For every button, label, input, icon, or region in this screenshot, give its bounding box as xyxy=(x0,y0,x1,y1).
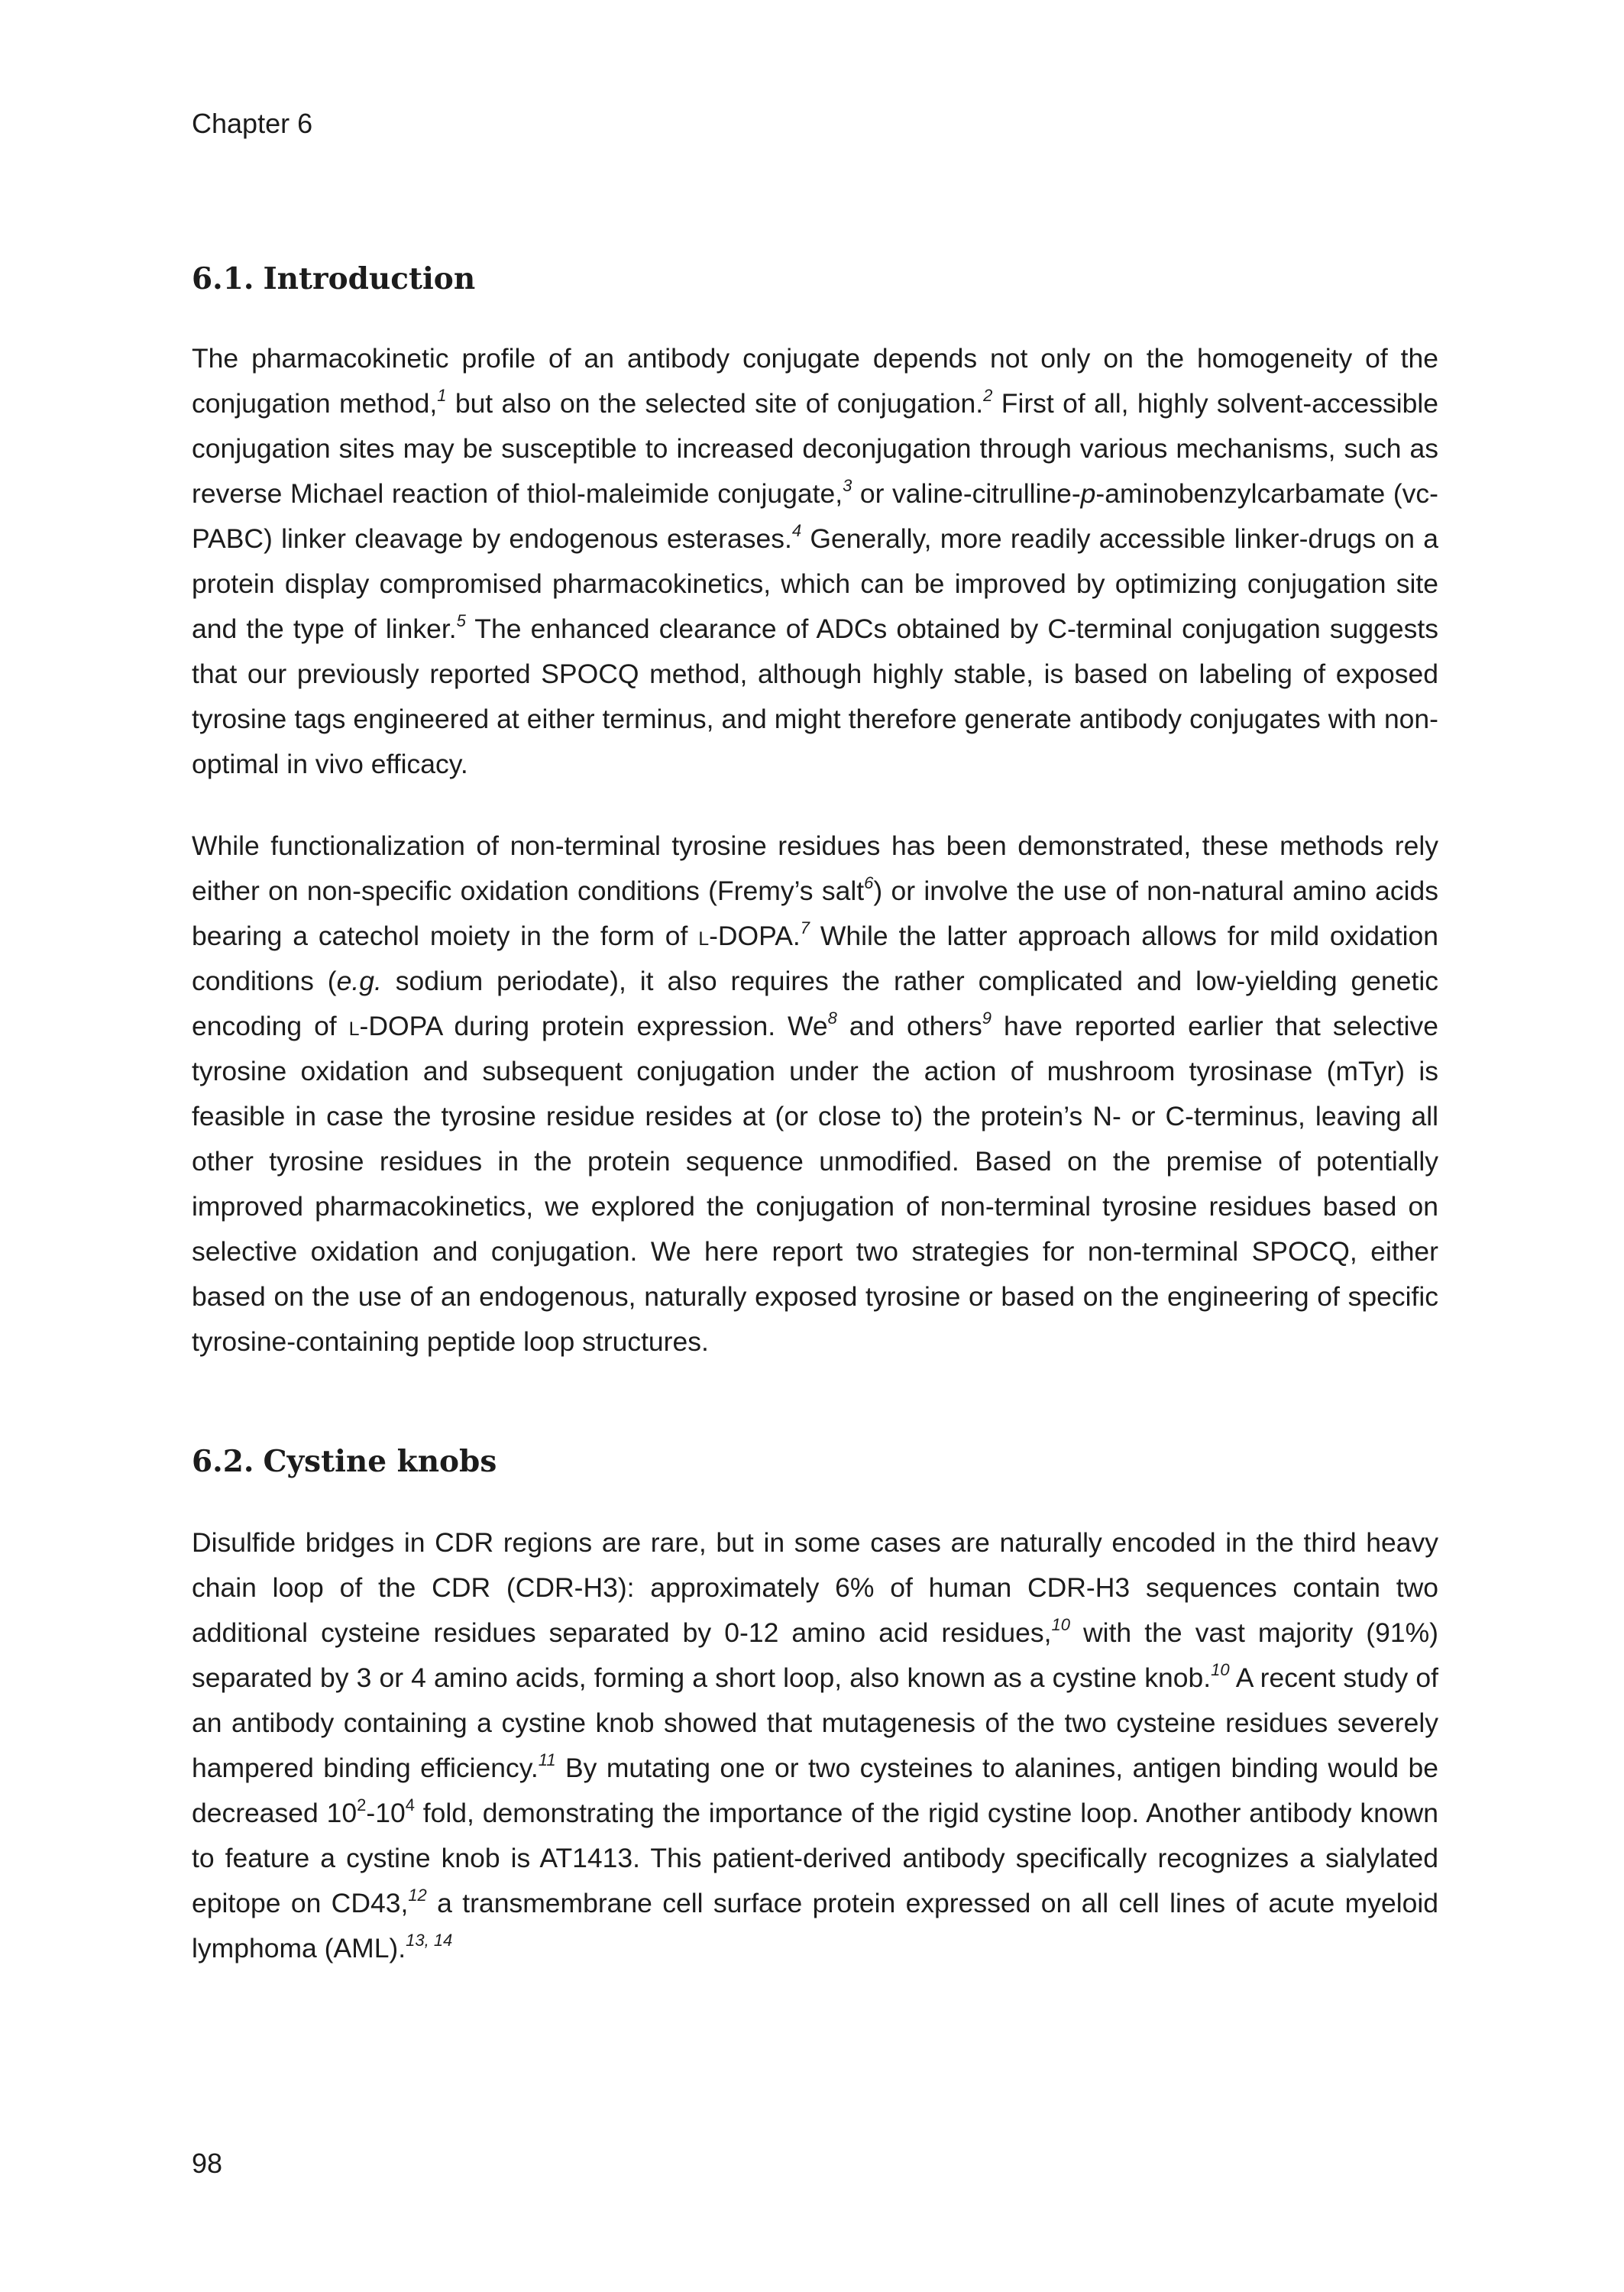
citation-ref: 10 xyxy=(1211,1660,1230,1680)
text-span: A recent study of an antibody containing a cystine knob showed that mutagenesis of the two cysteine residues severely hampered binding efficiency. xyxy=(192,1662,1438,1783)
citation-ref: 10 xyxy=(1051,1615,1070,1635)
text-span: The pharmacokinetic profile of an antibody conjugate depends not only on the homogeneity of the conjugation method, xyxy=(192,343,1438,419)
text-span: While functionalization of non-terminal tyrosine residues has been demonstrated, these methods rely either on non-specific oxidation conditions (Fremy’s salt xyxy=(192,830,1438,906)
citation-ref: 9 xyxy=(982,1008,992,1028)
citation-ref: 6 xyxy=(864,873,874,893)
introduction-paragraph-1 xyxy=(192,336,1438,787)
section-title: Cystine knobs xyxy=(263,1444,497,1479)
citation-ref: 7 xyxy=(800,918,810,938)
text-span: The enhanced clearance of ADCs obtained by C-terminal conjugation suggests that our previously reported SPOCQ method, although highly stable, is based on labeling of exposed tyrosine tags engineered at either terminus, and might therefore generate antibody conjugates with non-optimal in vivo efficacy. xyxy=(192,613,1438,779)
text-span: or valine-citrulline- xyxy=(852,478,1081,509)
section-number: 6.2. xyxy=(192,1444,254,1479)
cystine-knobs-paragraph xyxy=(192,1520,1438,1971)
citation-ref: 12 xyxy=(408,1886,427,1905)
text-span: ) or involve the use of non-natural amino acids bearing a catechol moiety in the form of xyxy=(192,876,1438,951)
text-span: By mutating one or two cysteines to alanines, antigen binding would be decreased 10 xyxy=(192,1753,1438,1828)
text-span: sodium periodate), it also requires the rather complicated and low-yielding genetic encoding of xyxy=(192,966,1438,1041)
citation-ref: 2 xyxy=(983,386,993,406)
exponent: 4 xyxy=(405,1795,415,1815)
text-span: -10 xyxy=(366,1798,406,1828)
italic-text: p xyxy=(1080,478,1096,509)
small-caps-text: l xyxy=(698,921,710,951)
citation-ref: 5 xyxy=(456,611,466,631)
italic-text: e.g. xyxy=(336,966,382,996)
citation-ref: 13, 14 xyxy=(406,1931,453,1950)
text-span: a transmembrane cell surface protein expressed on all cell lines of acute myeloid lymphoma (AML). xyxy=(192,1888,1438,1963)
text-span: have reported earlier that selective tyrosine oxidation and subsequent conjugation under the action of mushroom tyrosinase (mTyr) is feasible in case the tyrosine residue resides at (or close to) the protein’s N- or C-terminus, leaving all other tyrosine residues in the protein sequence unmodified. Based on the premise of potentially improved pharmacokinetics, we explored the conjugation of non-terminal tyrosine residues based on selective oxidation and conjugation. We here report two strategies for non-terminal SPOCQ, either based on the use of an endogenous, naturally exposed tyrosine or based on the engineering of specific tyrosine-containing peptide loop structures. xyxy=(192,1011,1439,1357)
section-title: Introduction xyxy=(263,261,476,296)
text-span: Disulfide bridges in CDR regions are rare, but in some cases are naturally encoded in the third heavy chain loop of the CDR (CDR-H3): approximately 6% of human CDR-H3 sequences contain two additional cysteine residues separated by 0-12 amino acid residues, xyxy=(192,1527,1438,1648)
page-number: 98 xyxy=(192,2148,223,2179)
introduction-paragraph-2 xyxy=(192,824,1438,1365)
text-span: and others xyxy=(836,1011,982,1041)
text-span: -DOPA during protein expression. We xyxy=(359,1011,828,1041)
section-heading-cystine-knobs xyxy=(192,1442,497,1481)
citation-ref: 1 xyxy=(437,386,447,406)
small-caps-text: l xyxy=(348,1011,360,1041)
exponent: 2 xyxy=(357,1795,367,1815)
citation-ref: 11 xyxy=(538,1750,556,1770)
citation-ref: 4 xyxy=(791,521,802,541)
citation-ref: 8 xyxy=(827,1008,837,1028)
text-span: -aminobenzylcarbamate (vc-PABC) linker cleavage by endogenous esterases. xyxy=(192,478,1439,554)
citation-ref: 3 xyxy=(843,476,852,496)
text-span: but also on the selected site of conjugation. xyxy=(446,388,984,419)
text-span: First of all, highly solvent-accessible conjugation sites may be susceptible to increased deconjugation through various mechanisms, such as reverse Michael reaction of thiol-maleimide conjugate, xyxy=(192,388,1438,509)
text-span: While the latter approach allows for mild oxidation conditions ( xyxy=(192,921,1438,996)
running-head: Chapter 6 xyxy=(192,108,313,139)
text-span: fold, demonstrating the importance of the rigid cystine loop. Another antibody known to feature a cystine knob is AT1413. This patient-derived antibody specifically recognizes a sialylated epitope on CD43, xyxy=(192,1798,1438,1918)
section-number: 6.1. xyxy=(192,261,254,296)
text-span: -DOPA. xyxy=(709,921,801,951)
text-span: Generally, more readily accessible linker-drugs on a protein display compromised pharmacokinetics, which can be improved by optimizing conjugation site and the type of linker. xyxy=(192,523,1438,644)
text-span: with the vast majority (91%) separated by 3 or 4 amino acids, forming a short loop, also known as a cystine knob. xyxy=(192,1617,1438,1693)
section-heading-introduction xyxy=(192,260,475,298)
